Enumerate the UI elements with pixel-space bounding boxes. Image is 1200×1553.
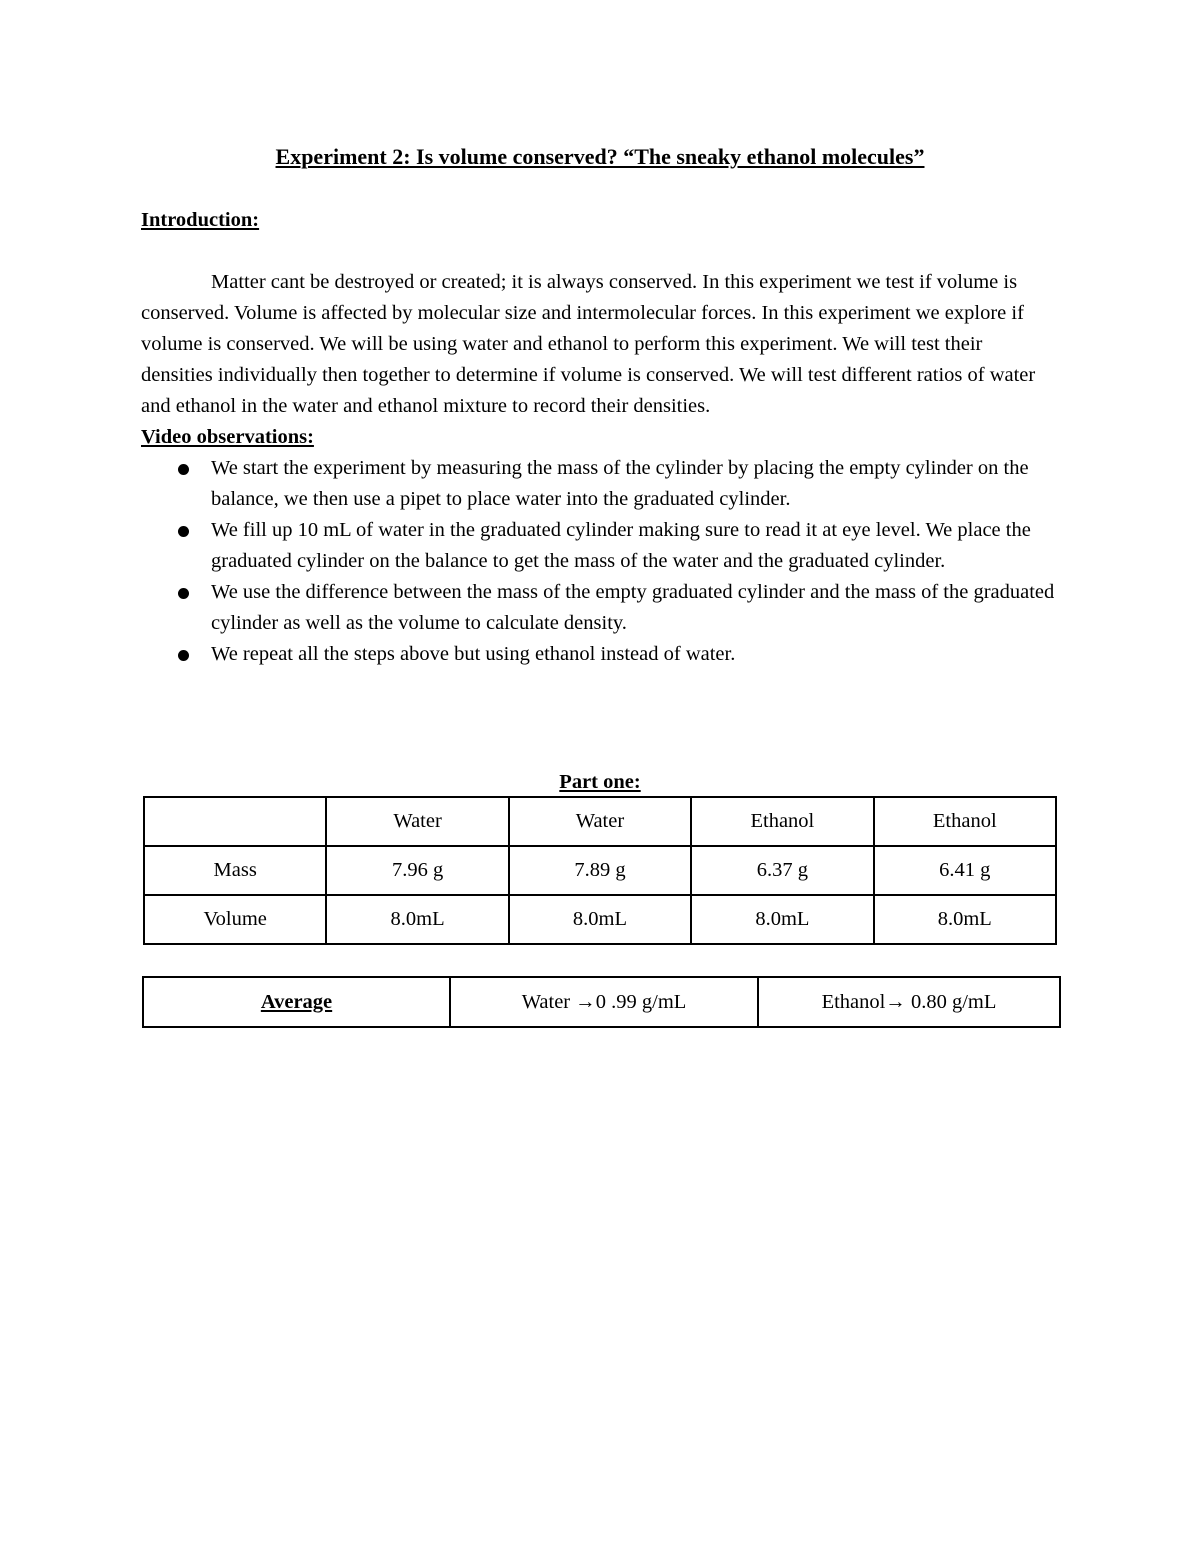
list-item: [141, 577, 1056, 639]
list-item-text: We start the experiment by measuring the mass of the cylinder by placing the empty cylinder on the balance, we then use a pipet to place water into the graduated cylinder.: [211, 457, 1029, 510]
table-row: [144, 895, 1056, 944]
list-item: [141, 515, 1056, 577]
table-cell: Water: [509, 797, 691, 846]
table-cell: 6.41 g: [874, 846, 1056, 895]
document-title: Experiment 2: Is volume conserved? “The sneaky ethanol molecules”: [275, 144, 925, 169]
list-item-text: We repeat all the steps above but using ethanol instead of water.: [211, 643, 736, 665]
average-water-cell: Water →0 .99 g/mL: [450, 977, 758, 1027]
table-cell: 7.96 g: [326, 846, 508, 895]
table-row: [144, 846, 1056, 895]
bullet-icon: [178, 464, 189, 475]
introduction-heading: Introduction:: [141, 209, 260, 231]
bullet-icon: [178, 526, 189, 537]
table-row: [143, 977, 1060, 1027]
observations-list: [141, 453, 1056, 670]
part-one-heading: Part one:: [559, 771, 641, 793]
bullet-icon: [178, 650, 189, 661]
bullet-icon: [178, 588, 189, 599]
table-cell: 8.0mL: [691, 895, 873, 944]
list-item: [141, 639, 1056, 670]
introduction-paragraph: Matter cant be destroyed or created; it is always conserved. In this experiment we test if volume is conserved. Volume is affected by molecular size and intermolecular forces. In this experiment we explore if volume is conserved. We will be using water and ethanol to perform this experiment. We will test their densities individually then together to determine if volume is conserved. We will test different ratios of water and ethanol in the water and ethanol mixture to record their densities.: [141, 271, 1036, 417]
table-cell: Ethanol: [874, 797, 1056, 846]
list-item-text: We fill up 10 mL of water in the graduated cylinder making sure to read it at eye level. We place the graduated cylinder on the balance to get the mass of the water and the graduated cylinder.: [211, 519, 1031, 572]
table-cell: 6.37 g: [691, 846, 873, 895]
table-cell: 8.0mL: [874, 895, 1056, 944]
average-label: Average: [260, 990, 333, 1013]
table-cell: 7.89 g: [509, 846, 691, 895]
average-ethanol-cell: Ethanol→ 0.80 g/mL: [758, 977, 1060, 1027]
part-one-table: [143, 796, 1057, 945]
document-body: [141, 205, 1056, 670]
table-cell: 8.0mL: [326, 895, 508, 944]
list-item: [141, 453, 1056, 515]
table-header-row: [144, 797, 1056, 846]
table-cell: Mass: [144, 846, 326, 895]
average-table: [142, 976, 1061, 1028]
average-label-cell: [143, 977, 450, 1027]
table-cell: 8.0mL: [509, 895, 691, 944]
list-item-text: We use the difference between the mass of the empty graduated cylinder and the mass of the graduated cylinder as well as the volume to calculate density.: [211, 581, 1055, 634]
table-cell: Ethanol: [691, 797, 873, 846]
table-cell: [144, 797, 326, 846]
table-cell: Water: [326, 797, 508, 846]
observations-heading: Video observations:: [141, 426, 314, 448]
table-cell: Volume: [144, 895, 326, 944]
